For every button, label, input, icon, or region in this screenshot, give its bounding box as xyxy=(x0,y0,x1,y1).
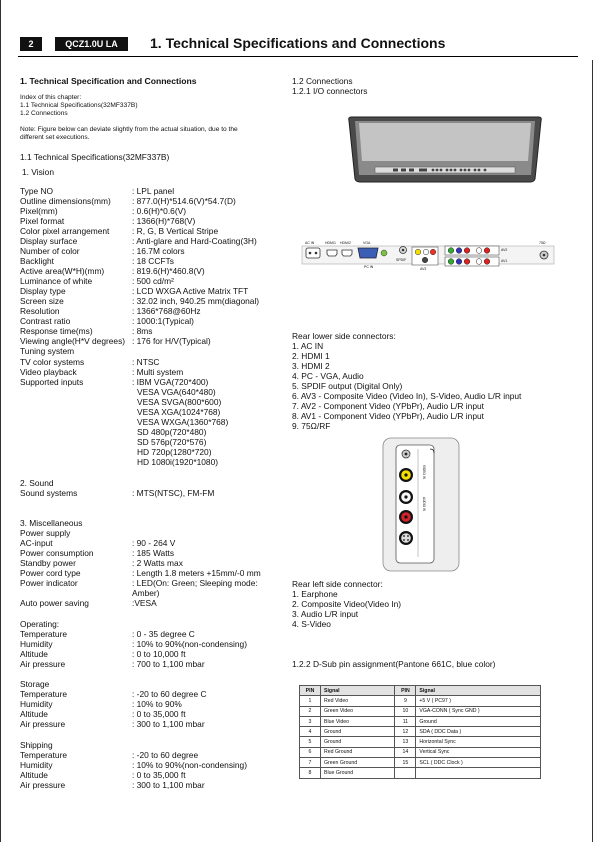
spec-value: :VESA xyxy=(132,598,157,608)
spec-value: : 1000:1(Typical) xyxy=(132,316,194,326)
page-frame-left xyxy=(0,0,1,842)
table-row xyxy=(300,768,541,778)
av1-label: AV1 xyxy=(501,259,508,263)
side-video-label: VIDEO IN xyxy=(422,465,426,479)
spec-value: : Anti-glare and Hard-Coating(3H) xyxy=(132,236,257,246)
spec-label: Sound systems xyxy=(20,488,78,498)
spec-label: Power indicator xyxy=(20,578,78,588)
spec-label: Active area(W*H)(mm) xyxy=(20,266,105,276)
table-row xyxy=(300,696,541,706)
side-audio-label: AUDIO IN xyxy=(422,497,426,512)
supported-input: SD 480p(720*480) xyxy=(137,427,207,437)
spec-label: Resolution xyxy=(20,306,60,316)
pin-cell: 15 xyxy=(395,758,416,768)
spec-label: Power consumption xyxy=(20,548,94,558)
spec-label: Number of color xyxy=(20,246,80,256)
spec-label: Display surface xyxy=(20,236,78,246)
hdmi1-label: HDMI1 xyxy=(325,241,336,245)
side-connector-panel xyxy=(382,437,460,572)
table-row xyxy=(300,737,541,747)
table-row xyxy=(300,758,541,768)
spec-value: : 0.6(H)*0.6(V) xyxy=(132,206,186,216)
spec-value: : LED(On: Green; Sleeping mode: xyxy=(132,578,258,588)
signal-cell: Ground xyxy=(321,727,395,737)
connector-item: 7. AV2 - Component Video (YPbPr), Audio L/R input xyxy=(292,401,484,411)
col-header: PIN xyxy=(395,686,416,696)
supported-input: VESA VGA(640*480) xyxy=(137,387,216,397)
supported-input: HD 1080i(1920*1080) xyxy=(137,457,219,467)
pin-cell: 5 xyxy=(300,737,321,747)
spec-value: : 10% to 90%(non-condensing) xyxy=(132,760,247,770)
operating-title: Operating: xyxy=(20,619,60,629)
supported-input: VESA WXGA(1360*768) xyxy=(137,417,229,427)
io-title: 1.2.1 I/O connectors xyxy=(292,86,368,96)
page-frame-right xyxy=(592,60,593,842)
pin-cell: 12 xyxy=(395,727,416,737)
index-item: 1.1 Technical Specifications(32MF337B) xyxy=(20,102,138,109)
spec-value: : 877.0(H)*514.6(V)*54.7(D) xyxy=(132,196,236,206)
model-badge: QCZ1.0U LA xyxy=(55,37,128,51)
spec-value: : -20 to 60 degree xyxy=(132,750,199,760)
vga-label: VGA xyxy=(363,241,371,245)
connector-item: 4. PC - VGA, Audio xyxy=(292,371,364,381)
rear-connector-panel xyxy=(300,238,556,274)
spec-value: : 1366*768@60Hz xyxy=(132,306,201,316)
spec-label: Air pressure xyxy=(20,780,66,790)
spec-label: Auto power saving xyxy=(20,598,89,608)
pin-cell: 4 xyxy=(300,727,321,737)
connector-item: 6. AV3 - Composite Video (Video In), S-Video, Audio L/R input xyxy=(292,391,522,401)
dsub-pin-table xyxy=(299,685,541,779)
side-connector-drawing xyxy=(382,437,460,572)
index-title: Index of this chapter: xyxy=(20,94,82,101)
power-supply-title: Power supply xyxy=(20,528,71,538)
spec-label: Backlight xyxy=(20,256,54,266)
spec-value: : 300 to 1,100 mbar xyxy=(132,719,205,729)
spec-value: : 0 - 35 degree C xyxy=(132,629,195,639)
section-title: 1. Technical Specification and Connections xyxy=(20,76,197,86)
spec-label: Luminance of white xyxy=(20,276,93,286)
spec-label: Response time(ms) xyxy=(20,326,93,336)
spec-title: 1.1 Technical Specifications(32MF337B) xyxy=(20,152,170,162)
ac-in-label: AC IN xyxy=(305,241,315,245)
spec-value: : 90 - 264 V xyxy=(132,538,176,548)
spec-value: : LCD WXGA Active Matrix TFT xyxy=(132,286,249,296)
spec-label: Air pressure xyxy=(20,659,66,669)
connections-title: 1.2 Connections xyxy=(292,76,353,86)
hdmi2-label: HDMI2 xyxy=(340,241,351,245)
spec-label: Humidity xyxy=(20,699,53,709)
spec-label: Standby power xyxy=(20,558,76,568)
spec-value: : 32.02 inch, 940.25 mm(diagonal) xyxy=(132,296,260,306)
rear-lower-title: Rear lower side connectors: xyxy=(292,331,396,341)
spec-label: Humidity xyxy=(20,760,53,770)
pin-cell: 2 xyxy=(300,706,321,716)
connector-item: 8. AV1 - Component Video (YPbPr), Audio L/R input xyxy=(292,411,484,421)
spec-value: : 0 to 35,000 ft xyxy=(132,770,186,780)
spec-value: : 500 cd/m² xyxy=(132,276,174,286)
spec-value: : LPL panel xyxy=(132,186,175,196)
spec-label: Humidity xyxy=(20,639,53,649)
pin-cell: 6 xyxy=(300,747,321,757)
pc-in-label: PC IN xyxy=(364,265,374,269)
rear-connector-drawing xyxy=(300,238,556,274)
signal-cell: Green Ground xyxy=(321,758,395,768)
spec-value: : R, G, B Vertical Stripe xyxy=(132,226,219,236)
shipping-title: Shipping xyxy=(20,740,53,750)
spec-label: Altitude xyxy=(20,709,48,719)
table-row xyxy=(300,727,541,737)
signal-cell: Horizontal Sync xyxy=(416,737,541,747)
storage-title: Storage xyxy=(20,679,50,689)
spec-label: Video playback xyxy=(20,367,77,377)
signal-cell: Vertical Sync xyxy=(416,747,541,757)
spec-value: : Length 1.8 meters +15mm/-0 mm xyxy=(132,568,261,578)
spec-value: : 819.6(H)*460.8(V) xyxy=(132,266,205,276)
connector-item: 1. Earphone xyxy=(292,589,338,599)
col-header: PIN xyxy=(300,686,321,696)
spdif-label: SPDIF xyxy=(396,258,407,262)
spec-label: Supported inputs xyxy=(20,377,84,387)
signal-cell: VGA-CONN ( Sync GND ) xyxy=(416,706,541,716)
spec-label: Tuning system xyxy=(20,346,75,356)
signal-cell: Red Ground xyxy=(321,747,395,757)
pin-cell: 9 xyxy=(395,696,416,706)
note-text: different set executions. xyxy=(20,134,90,141)
signal-cell: Blue Ground xyxy=(321,768,395,778)
supported-input: VESA XGA(1024*768) xyxy=(137,407,221,417)
pin-cell: 3 xyxy=(300,716,321,726)
misc-title: 3. Miscellaneous xyxy=(20,518,83,528)
spec-value: : MTS(NTSC), FM-FM xyxy=(132,488,215,498)
connector-item: 1. AC IN xyxy=(292,341,324,351)
dsub-title: 1.2.2 D-Sub pin assignment(Pantone 661C, blue color) xyxy=(292,659,496,669)
connector-item: 2. Composite Video(Video In) xyxy=(292,599,402,609)
signal-cell: Red Video xyxy=(321,696,395,706)
rear-left-title: Rear left side connector: xyxy=(292,579,383,589)
pin-cell: 13 xyxy=(395,737,416,747)
connector-item: 3. Audio L/R input xyxy=(292,609,359,619)
spec-value: : 300 to 1,100 mbar xyxy=(132,780,205,790)
supported-input: HD 720p(1280*720) xyxy=(137,447,212,457)
sound-title: 2. Sound xyxy=(20,478,54,488)
spec-label: Viewing angle(H*V degrees) xyxy=(20,336,126,346)
spec-value: : NTSC xyxy=(132,357,160,367)
spec-label: Screen size xyxy=(20,296,64,306)
signal-cell xyxy=(416,768,541,778)
spec-label: Temperature xyxy=(20,750,68,760)
av3-label: AV3 xyxy=(420,267,427,271)
spec-label: Temperature xyxy=(20,689,68,699)
pin-cell: 1 xyxy=(300,696,321,706)
pin-cell: 8 xyxy=(300,768,321,778)
pin-cell: 11 xyxy=(395,716,416,726)
tv-back-illustration xyxy=(345,113,545,185)
spec-value: : 18 CCFTs xyxy=(132,256,174,266)
spec-label: Altitude xyxy=(20,770,48,780)
spec-label: Color pixel arrangement xyxy=(20,226,110,236)
spec-value: : 185 Watts xyxy=(132,548,175,558)
spec-value: : 8ms xyxy=(132,326,153,336)
rf-label: 75Ω xyxy=(539,241,546,245)
spec-value: : 1366(H)*768(V) xyxy=(132,216,196,226)
spec-label: Type NO xyxy=(20,186,54,196)
page-number: 2 xyxy=(20,37,42,51)
spec-value: : 10% to 90% xyxy=(132,699,182,709)
table-row xyxy=(300,747,541,757)
spec-value: : 700 to 1,100 mbar xyxy=(132,659,205,669)
signal-cell: +5 V ( PC97 ) xyxy=(416,696,541,706)
signal-cell: Ground xyxy=(416,716,541,726)
pin-cell: 10 xyxy=(395,706,416,716)
connector-item: 3. HDMI 2 xyxy=(292,361,330,371)
spec-label: Pixel format xyxy=(20,216,65,226)
signal-cell: Green Video xyxy=(321,706,395,716)
spec-label: Altitude xyxy=(20,649,48,659)
spec-value: : 0 to 10,000 ft xyxy=(132,649,186,659)
spec-label: Temperature xyxy=(20,629,68,639)
signal-cell: SCL ( DDC Clock ) xyxy=(416,758,541,768)
table-row xyxy=(300,716,541,726)
col-header: Signal xyxy=(416,686,541,696)
page-title: 1. Technical Specifications and Connections xyxy=(150,35,446,51)
spec-value: : 176 for H/V(Typical) xyxy=(132,336,211,346)
spec-value: : 0 to 35,000 ft xyxy=(132,709,186,719)
spec-value: : 16.7M colors xyxy=(132,246,185,256)
spec-label: Pixel(mm) xyxy=(20,206,58,216)
table-header-row xyxy=(300,686,541,696)
pin-cell xyxy=(395,768,416,778)
spec-label: Display type xyxy=(20,286,66,296)
signal-cell: SDA ( DDC Data ) xyxy=(416,727,541,737)
spec-value: : IBM VGA(720*400) xyxy=(132,377,209,387)
signal-cell: Ground xyxy=(321,737,395,747)
spec-value: : -20 to 60 degree C xyxy=(132,689,207,699)
connector-item: 2. HDMI 1 xyxy=(292,351,330,361)
connector-item: 4. S-Video xyxy=(292,619,331,629)
col-header: Signal xyxy=(321,686,395,696)
signal-cell: Blue Video xyxy=(321,716,395,726)
connector-item: 9. 75Ω/RF xyxy=(292,421,331,431)
table-row xyxy=(300,706,541,716)
pin-cell: 14 xyxy=(395,747,416,757)
spec-label: Contrast ratio xyxy=(20,316,71,326)
spec-value: : Multi system xyxy=(132,367,184,377)
index-item: 1.2 Connections xyxy=(20,110,68,117)
vision-title: 1. Vision xyxy=(22,167,54,177)
spec-label: TV color systems xyxy=(20,357,85,367)
spec-value: : 2 Watts max xyxy=(132,558,183,568)
spec-label: Outline dimensions(mm) xyxy=(20,196,111,206)
supported-input: VESA SVGA(800*600) xyxy=(137,397,222,407)
spec-label: AC-input xyxy=(20,538,53,548)
spec-label: Air pressure xyxy=(20,719,66,729)
spec-label: Power cord type xyxy=(20,568,81,578)
spec-value: : 10% to 90%(non-condensing) xyxy=(132,639,247,649)
connector-item: 5. SPDIF output (Digital Only) xyxy=(292,381,403,391)
header-divider xyxy=(18,56,578,57)
spec-value-cont: Amber) xyxy=(132,588,160,598)
supported-input: SD 576p(720*576) xyxy=(137,437,207,447)
pin-cell: 7 xyxy=(300,758,321,768)
av2-label: AV2 xyxy=(501,248,508,252)
note-text: Note: Figure below can deviate slightly from the actual situation, due to the xyxy=(20,126,238,133)
